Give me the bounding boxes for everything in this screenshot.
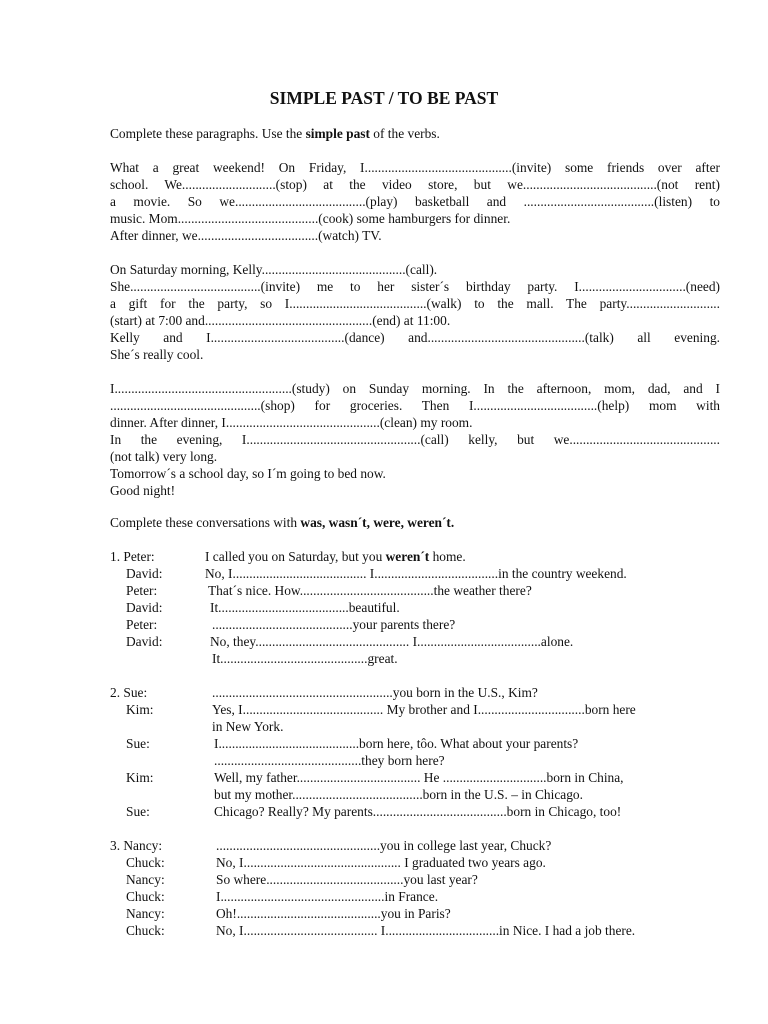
speaker-label: Chuck:	[126, 855, 165, 870]
dialogue-line: Yes, I.......................................... My brother and I................................born here	[212, 702, 636, 717]
paragraph-line: She.......................................(invite) me to her sister´s birthday party. I................................(need)	[110, 279, 720, 294]
paragraph-line: .............................................(shop) for groceries. Then I.....................................(help) mom with	[110, 398, 720, 413]
dialogue-line: ..........................................your parents there?	[212, 617, 456, 632]
dialogue-line: That´s nice. How........................................the weather there?	[208, 583, 532, 598]
exercise-2-instruction	[110, 514, 720, 531]
dialogue-line: I.................................................in France.	[216, 889, 439, 904]
paragraph-line: Tomorrow´s a school day, so I´m going to bed now.	[110, 466, 386, 481]
paragraph-line: Good night!	[110, 483, 176, 498]
speaker-label: Peter:	[126, 583, 158, 598]
dialogue-line: ............................................they born here?	[214, 753, 445, 768]
dialogue-line: Oh!...........................................you in Paris?	[216, 906, 451, 921]
speaker-label: Nancy:	[126, 906, 165, 921]
example-answer: weren´t	[385, 549, 430, 564]
paragraph-line: I.....................................................(study) on Sunday morning. In the afternoon, mom, dad, and I	[110, 381, 720, 396]
dialogue-text: I called you on Saturday, but you	[205, 549, 386, 564]
speaker-label: David:	[126, 566, 163, 581]
paragraph-line: She´s really cool.	[110, 347, 204, 362]
paragraph-line: What a great weekend! On Friday, I............................................(invite) some friends over after	[110, 160, 720, 175]
speaker-label: Chuck:	[126, 889, 165, 904]
speaker-label: 3. Nancy:	[110, 838, 163, 853]
instruction-text: Complete these conversations with	[110, 515, 301, 530]
dialogue-line: .................................................you in college last year, Chuck?	[216, 838, 552, 853]
speaker-label: Peter:	[126, 617, 158, 632]
paragraph-line: (start) at 7:00 and..................................................(end) at 11:00.	[110, 313, 451, 328]
instruction-emphasis: was, wasn´t, were, weren´t.	[300, 515, 455, 530]
dialogue-line: in New York.	[212, 719, 284, 734]
speaker-label: Kim:	[126, 770, 154, 785]
speaker-label: 2. Sue:	[110, 685, 148, 700]
paragraph-line: music. Mom..........................................(cook) some hamburgers for dinner.	[110, 211, 511, 226]
paragraph-line: dinner. After dinner, I..............................................(clean) my room.	[110, 415, 473, 430]
instruction-text: Complete these paragraphs. Use the	[110, 126, 306, 141]
dialogue-line: Well, my father..................................... He ...............................born in China,	[214, 770, 624, 785]
paragraph-line: (not talk) very long.	[110, 449, 218, 464]
paragraph-line: After dinner, we....................................(watch) TV.	[110, 228, 382, 243]
dialogue-line: but my mother.......................................born in the U.S. – in Chicago.	[214, 787, 583, 802]
paragraph-line: a movie. So we.......................................(play) basketball and .......................................(listen) to	[110, 194, 720, 209]
dialogue-text: home.	[429, 549, 466, 564]
paragraph-line: On Saturday morning, Kelly...........................................(call).	[110, 262, 438, 277]
paragraph-line: Kelly and I........................................(dance) and...............................................(talk) all evening.	[110, 330, 720, 345]
dialogue-line	[205, 548, 466, 565]
dialogue-line: No, I............................................... I graduated two years ago.	[216, 855, 546, 870]
dialogue-line: It.......................................beautiful.	[210, 600, 400, 615]
dialogue-line: No, I........................................ I.....................................in the country weekend.	[205, 566, 627, 581]
dialogue-line: No, I........................................ I..................................in Nice. I had a job there.	[216, 923, 636, 938]
dialogue-line: I..........................................born here, tôo. What about your parents?	[214, 736, 579, 751]
worksheet-title: SIMPLE PAST / TO BE PAST	[269, 88, 499, 108]
dialogue-line: So where.........................................you last year?	[216, 872, 478, 887]
dialogue-line: ......................................................you born in the U.S., Kim?	[212, 685, 538, 700]
speaker-label: David:	[126, 634, 163, 649]
speaker-label: Kim:	[126, 702, 154, 717]
dialogue-line: No, they.............................................. I.....................................alone.	[210, 634, 574, 649]
paragraph-line: In the evening, I....................................................(call) kelly, but we.............................................	[110, 432, 720, 447]
speaker-label: Nancy:	[126, 872, 165, 887]
paragraph-line: a gift for the party, so I.........................................(walk) to the mall. The party............................	[110, 296, 720, 311]
speaker-label: Sue:	[126, 804, 150, 819]
paragraph-line: school. We............................(stop) at the video store, but we........................................(not rent)	[110, 177, 720, 192]
dialogue-line: Chicago? Really? My parents........................................born in Chicago, too!	[214, 804, 622, 819]
instruction-text: of the verbs.	[369, 126, 440, 141]
instruction-emphasis: simple past	[305, 126, 370, 141]
speaker-label: Chuck:	[126, 923, 165, 938]
dialogue-line: It............................................great.	[212, 651, 398, 666]
speaker-label: David:	[126, 600, 163, 615]
exercise-1-instruction	[110, 125, 720, 142]
speaker-label: Sue:	[126, 736, 150, 751]
speaker-label: 1. Peter:	[110, 549, 155, 564]
